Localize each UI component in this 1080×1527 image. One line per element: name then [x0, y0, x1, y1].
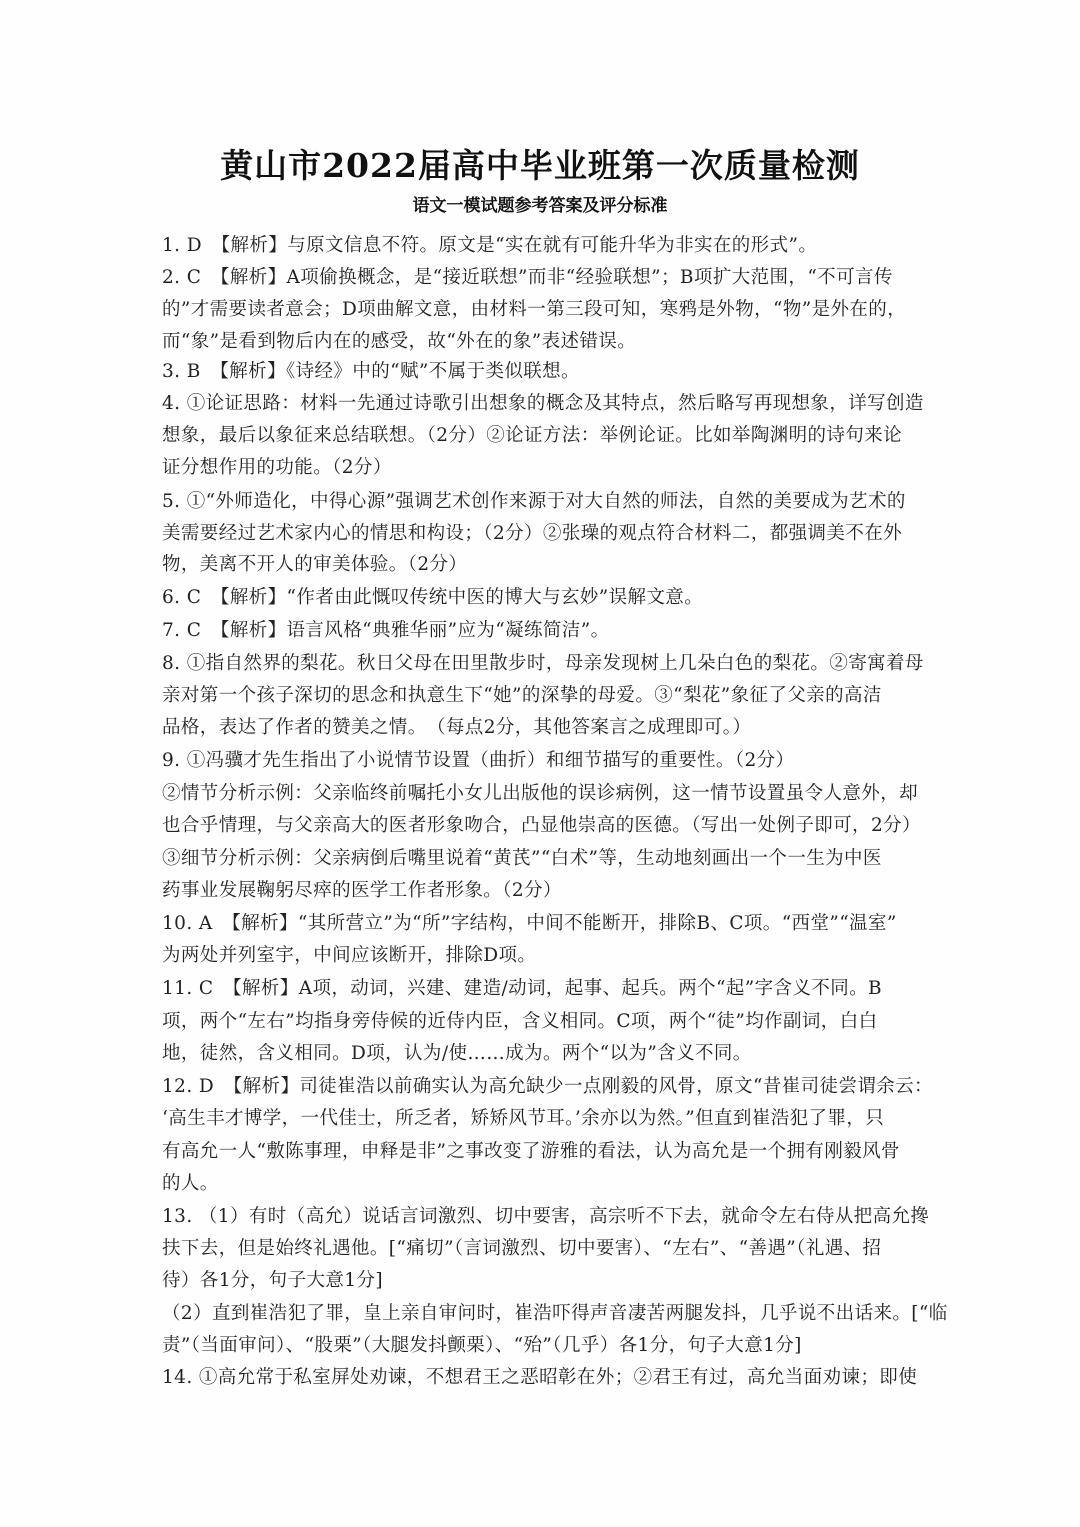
text-line: （2）直到崔浩犯了罪，皇上亲自审问时，崔浩吓得声音凄苦两腿发抖，几乎说不出话来。[“临 — [162, 1303, 948, 1324]
text-line: 项，两个“左右”均指身旁侍候的近侍内臣，含义相同。C项，两个“徒”均作副词，白白 — [162, 1011, 878, 1032]
text-line: 扶下去，但是始终礼遇他。[“痛切”（言词激烈、切中要害）、“左右”、“善遇”（礼遇、招 — [162, 1238, 882, 1259]
text-line: 11. C 【解析】A项，动词，兴建、建造/动词，起事、起兵。两个“起”字含义不同。B — [162, 978, 883, 999]
text-line: 待）各1分，句子大意1分] — [162, 1270, 383, 1291]
text-line: 物，美离不开人的审美体验。（2分） — [162, 554, 468, 575]
text-line: 13. （1）有时（高允）说话言词激烈、切中要害，高宗听不下去，就命令左右侍从把高允搀 — [162, 1206, 930, 1227]
text-line: ②情节分析示例：父亲临终前嘱托小女儿出版他的误诊病例，这一情节设置虽令人意外，却 — [162, 783, 919, 804]
text-line: 而“象”是看到物后内在的感受，故“外在的象”表述错误。 — [162, 331, 637, 352]
text-line: 4. ①论证思路：材料一先通过诗歌引出想象的概念及其特点，然后略写再现想象，详写创造 — [162, 393, 924, 414]
text-line: 2. C 【解析】A项偷换概念，是“接近联想”而非“经验联想”；B项扩大范围，“不可言传 — [162, 267, 893, 288]
text-line: 12. D 【解析】司徒崔浩以前确实认为高允缺少一点刚毅的风骨，原文“昔崔司徒尝谓余云： — [162, 1076, 933, 1097]
text-line: 有高允一人“敷陈事理，申释是非”之事改变了游雅的看法，认为高允是一个拥有刚毅风骨 — [162, 1141, 900, 1162]
text-line: 3. B 【解析】《诗经》中的“赋”不属于类似联想。 — [162, 361, 580, 382]
text-line: 地，徒然，含义相同。D项，认为/使……成为。两个“以为”含义不同。 — [162, 1043, 752, 1064]
text-line: 10. A 【解析】“其所营立”为“所”字结构，中间不能断开，排除B、C项。“西堂”“温室” — [162, 913, 897, 934]
text-line: 7. C 【解析】语言风格“典雅华丽”应为“凝练简洁”。 — [162, 620, 610, 641]
text-line: ‘高生丰才博学，一代佳士，所乏者，矫矫风节耳。’余亦以为然。”但直到崔浩犯了罪，只 — [162, 1108, 885, 1129]
text-line: 1. D 【解析】与原文信息不符。原文是“实在就有可能升华为非实在的形式”。 — [162, 235, 818, 256]
document-title: 黄山市2022届高中毕业班第一次质量检测 — [220, 146, 860, 185]
text-line: 美需要经过艺术家内心的情思和构设；（2分）②张璪的观点符合材料二，都强调美不在外 — [162, 523, 903, 544]
text-line: 9. ①冯骥才先生指出了小说情节设置（曲折）和细节描写的重要性。（2分） — [162, 750, 795, 771]
text-line: 5. ①“外师造化，中得心源”强调艺术创作来源于对大自然的师法，自然的美要成为艺术的 — [162, 491, 906, 512]
text-line: 6. C 【解析】“作者由此慨叹传统中医的博大与玄妙”误解文意。 — [162, 587, 704, 608]
text-line: 的”才需要读者意会；D项曲解文意，由材料一第三段可知，寒鸦是外物，“物”是外在的， — [162, 299, 907, 320]
text-line: 亲对第一个孩子深切的思念和执意生下“她”的深挚的母爱。③“梨花”象征了父亲的高洁 — [162, 685, 882, 706]
document-subtitle: 语文一模试题参考答案及评分标准 — [412, 196, 668, 216]
text-line: 14. ①高允常于私室屏处劝谏，不想君王之恶昭彰在外；②君王有过，高允当面劝谏；即使 — [162, 1367, 918, 1388]
text-line: 8. ①指自然界的梨花。秋日父母在田里散步时，母亲发现树上几朵白色的梨花。②寄寓着母 — [162, 653, 924, 674]
text-line: 责”（当面审问）、“股栗”（大腿发抖颤栗）、“殆”（几乎）各1分，句子大意1分] — [162, 1335, 802, 1356]
text-line: 证分想作用的功能。（2分） — [162, 457, 392, 478]
text-line: 想象，最后以象征来总结联想。（2分）②论证方法：举例论证。比如举陶渊明的诗句来论 — [162, 425, 903, 446]
text-line: ③细节分析示例：父亲病倒后嘴里说着“黄芪”“白术”等，生动地刻画出一个一生为中医 — [162, 848, 882, 869]
text-line: 也合乎情理，与父亲高大的医者形象吻合，凸显他崇高的医德。（写出一处例子即可，2分） — [162, 815, 921, 836]
text-line: 药事业发展鞠躬尽瘁的医学工作者形象。（2分） — [162, 880, 562, 901]
text-line: 为两处并列室宇，中间应该断开，排除D项。 — [162, 945, 537, 966]
text-line: 品格，表达了作者的赞美之情。 （每点2分，其他答案言之成理即可。） — [162, 717, 752, 738]
text-line: 的人。 — [162, 1173, 219, 1194]
